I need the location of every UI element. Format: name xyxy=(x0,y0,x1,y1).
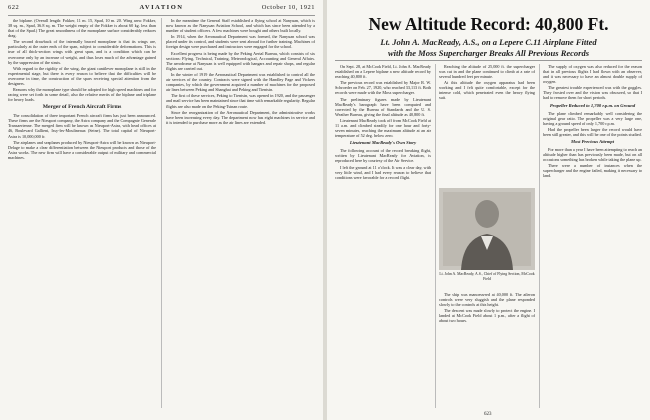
paragraph: The airplanes and seaplanes produced by Nieuport-Astra will be known as Nieuport-Delage to make a clear differentiation between the Nieuport products and those of the Astra works. The new firm will have a considerable output of military and commercial machines. xyxy=(8,139,156,160)
pilot-portrait-photo xyxy=(439,188,535,270)
section-heading: Most Precious Attempt xyxy=(571,138,614,144)
paragraph: I left the ground at 11 o'clock. It was a clear day, with very little wind, and I had every reason to believe that conditions were favorable for a record flight. xyxy=(335,164,431,180)
left-page-number: 622 xyxy=(8,4,20,11)
paragraph: Excellent progress is being made by the Peking Aerial Bureau, which consists of six sections: Flying, Technical, Training, Meteorological, Accounting and General Affairs. The aerodrome at Nanyuan is well equipped with hangars and repair shops, and regular flights are carried out. xyxy=(166,50,315,71)
running-title: AVIATION xyxy=(139,4,184,11)
title-rule xyxy=(335,60,642,61)
column-divider xyxy=(435,64,436,408)
paragraph: In the meantime the General Staff established a flying school at Nanyuan, which is now known as the Nanyuan Aviation School, and which has since been attended by a number of student officers. A few machines were bought and others built locally. xyxy=(166,18,315,34)
left-page xyxy=(0,0,323,420)
paragraph: The ship was manoeuvred at 40,000 ft. The aileron controls were very sluggish and the plane responded slowly to the controls at this height. xyxy=(439,292,535,308)
paragraph: For more than a year I have been attempting to reach an altitude higher than has previously been made, but on all occasions something has broken while taking the plane up. xyxy=(543,146,642,163)
paragraph: At this altitude the oxygen apparatus had been working and I felt quite comfortable, except for the intense cold, which penetrated even the heavy flying suit. xyxy=(439,80,535,101)
paragraph: The first of these services, Peking to Tientsin, was opened in 1920, and the passenger and mail service has been maintained since that time with remarkable regularity. Regular flights are also made on the Peking-Tsinan route. xyxy=(166,93,315,109)
column-divider xyxy=(161,18,162,408)
issue-date: October 10, 1921 xyxy=(261,4,315,11)
section-heading: Propeller Reduced to 1,700 r.p.m. on Ground xyxy=(549,102,636,108)
article-title: New Altitude Record: 40,800 Ft. xyxy=(368,14,609,34)
paragraph: The greatest trouble experienced was with the goggles. They frosted over and the vision was obscured, so that I had to remove them for short periods. xyxy=(543,85,642,101)
paragraph: With regard to the rigidity of the wing, the giant cantilever monoplane is still in the experimental stage, but there is every reason to believe that the difficulties will be overcome in time, the construction of the spars receiving special attention from the designers. xyxy=(8,65,156,86)
paragraph: The plane climbed remarkably well considering the original gear ratio. The propeller was a very large one, having a ground speed of only 1,700 r.p.m. xyxy=(543,110,642,126)
paragraph: Since the reorganization of the Aeronautical Department, the administrative works have been increasing every day. The department now has eight machines in service and it is intended to purchase more as the air lines are extended. xyxy=(166,109,315,125)
left-column-1 xyxy=(8,18,156,410)
right-column-1 xyxy=(335,64,431,408)
paragraph: The previous record was established by Major R. W. Schroeder on Feb. 27, 1920, who reached 33,113 ft. Both records were made with the Moss supercharger. xyxy=(335,80,431,96)
section-heading: Merger of French Aircraft Firms xyxy=(42,104,122,111)
article-subtitle-line-2: with the Moss Supercharger Breaks All Previous Records xyxy=(387,48,590,58)
photo-caption: Lt. John A. MacReady, A.S., Chief of Flying Section, McCook Field xyxy=(439,272,535,281)
paragraph: The descent was made slowly to protect the engine. I landed at McCook Field about 1 p.m., after a flight of about two hours. xyxy=(439,308,535,324)
paragraph: the biplane. (Overall length: Fokker, 11 m. 15, Spad, 10 m. 20. Wing area: Fokker, 38 sq. m., Spad, 36.8 sq. m. The weight empty of the Fokker is about 60 kg. less than that of the Spad.) The great smoothness of the monoplane surface considerably reduces drag. xyxy=(8,18,156,39)
header-rule xyxy=(8,15,315,16)
paragraph: There were a number of instances when the supercharger and the engine failed, making it necessary to land. xyxy=(543,163,642,179)
paragraph: The second drawback of the internally braced monoplane is that its wings are, particularly at the outer ends of the span, subject to considerable deformations. This is true of all thick-section wings with great span, and is a condition which can be overcome only by an increase of weight, and thus loses much of the advantage gained by the suppression of the struts. xyxy=(8,39,156,65)
right-column-2-bottom xyxy=(439,292,535,408)
paragraph: The preliminary figures made by Lieutenant MacReady's barograph have been computed and corrected by the Bureau of Standards and the U. S. Weather Bureau, giving the final altitude as 40,800 ft. xyxy=(335,96,431,117)
article-subtitle-line-1: Lt. John A. MacReady, A.S., on a Lepere C.11 Airplane Fitted xyxy=(380,37,597,47)
paragraph: Reasons why the monoplane type should be adopted for high speed machines and for racing were set forth in some detail, also the relative merits of the biplane and triplane for heavy loads. xyxy=(8,87,156,103)
paragraph: Reaching the altitude of 25,000 ft. the supercharger was cut in and the plane continued to climb at a rate of several hundred feet per minute. xyxy=(439,64,535,80)
paragraph: The supply of oxygen was also reduced for the reason that in all previous flights I had flown with an observer, and it was necessary to have an almost double supply of oxygen. xyxy=(543,64,642,85)
paragraph: Had the propeller been larger the record would have been still greater, and this will be one of the points studied. xyxy=(543,126,642,137)
right-column-3 xyxy=(543,64,642,408)
paragraph: On Sept. 28, at McCook Field, Lt. John A. MacReady established on a Lepere biplane a new altitude record by reaching 40,800 ft. xyxy=(335,64,431,80)
portrait-illustration xyxy=(439,188,535,270)
left-running-head xyxy=(8,4,315,14)
paragraph: Lieutenant MacReady took off from McCook Field at 11 a.m. and climbed steadily for one hour and forty-seven minutes, reaching the maximum altitude at an air temperature of 52 deg. below zero. xyxy=(335,118,431,139)
left-column-2 xyxy=(166,18,315,410)
paragraph: In the winter of 1919 the Aeronautical Department was established to control all the air services of the country. Contracts were signed with the Handley Page and Vickers companies, by which the government acquired a number of machines for the proposed air lines between Peking and Shanghai and Peking and Tientsin. xyxy=(166,72,315,93)
right-page xyxy=(327,0,650,420)
section-heading: Lieutenant MacReady's Own Story xyxy=(349,140,417,146)
paragraph: The consolidation of three important French aircraft firms has just been announced. These firms are the Nieuport company, the Astra company and the Compagnie Generale Transaerienne. The merged firm will be known as Nieuport-Astra, with head offices at 46, Boulevard Gallieni, Issy-les-Moulineaux (Seine). The total capital of Nieuport-Astra is 10,000,000 fr. xyxy=(8,113,156,139)
right-column-2-top xyxy=(439,64,535,184)
right-page-number: 623 xyxy=(484,412,492,417)
paragraph: In 1914, when the Aeronautical Department was formed, the Nanyuan school was placed under its control, and students were sent abroad for further training. Machines of foreign design were purchased and instructors were engaged for the school. xyxy=(166,34,315,50)
paragraph: The following account of the record breaking flight, written by Lieutenant MacReady for Aviation, is reproduced here by courtesy of the Air Service. xyxy=(335,148,431,164)
column-divider xyxy=(539,64,540,408)
